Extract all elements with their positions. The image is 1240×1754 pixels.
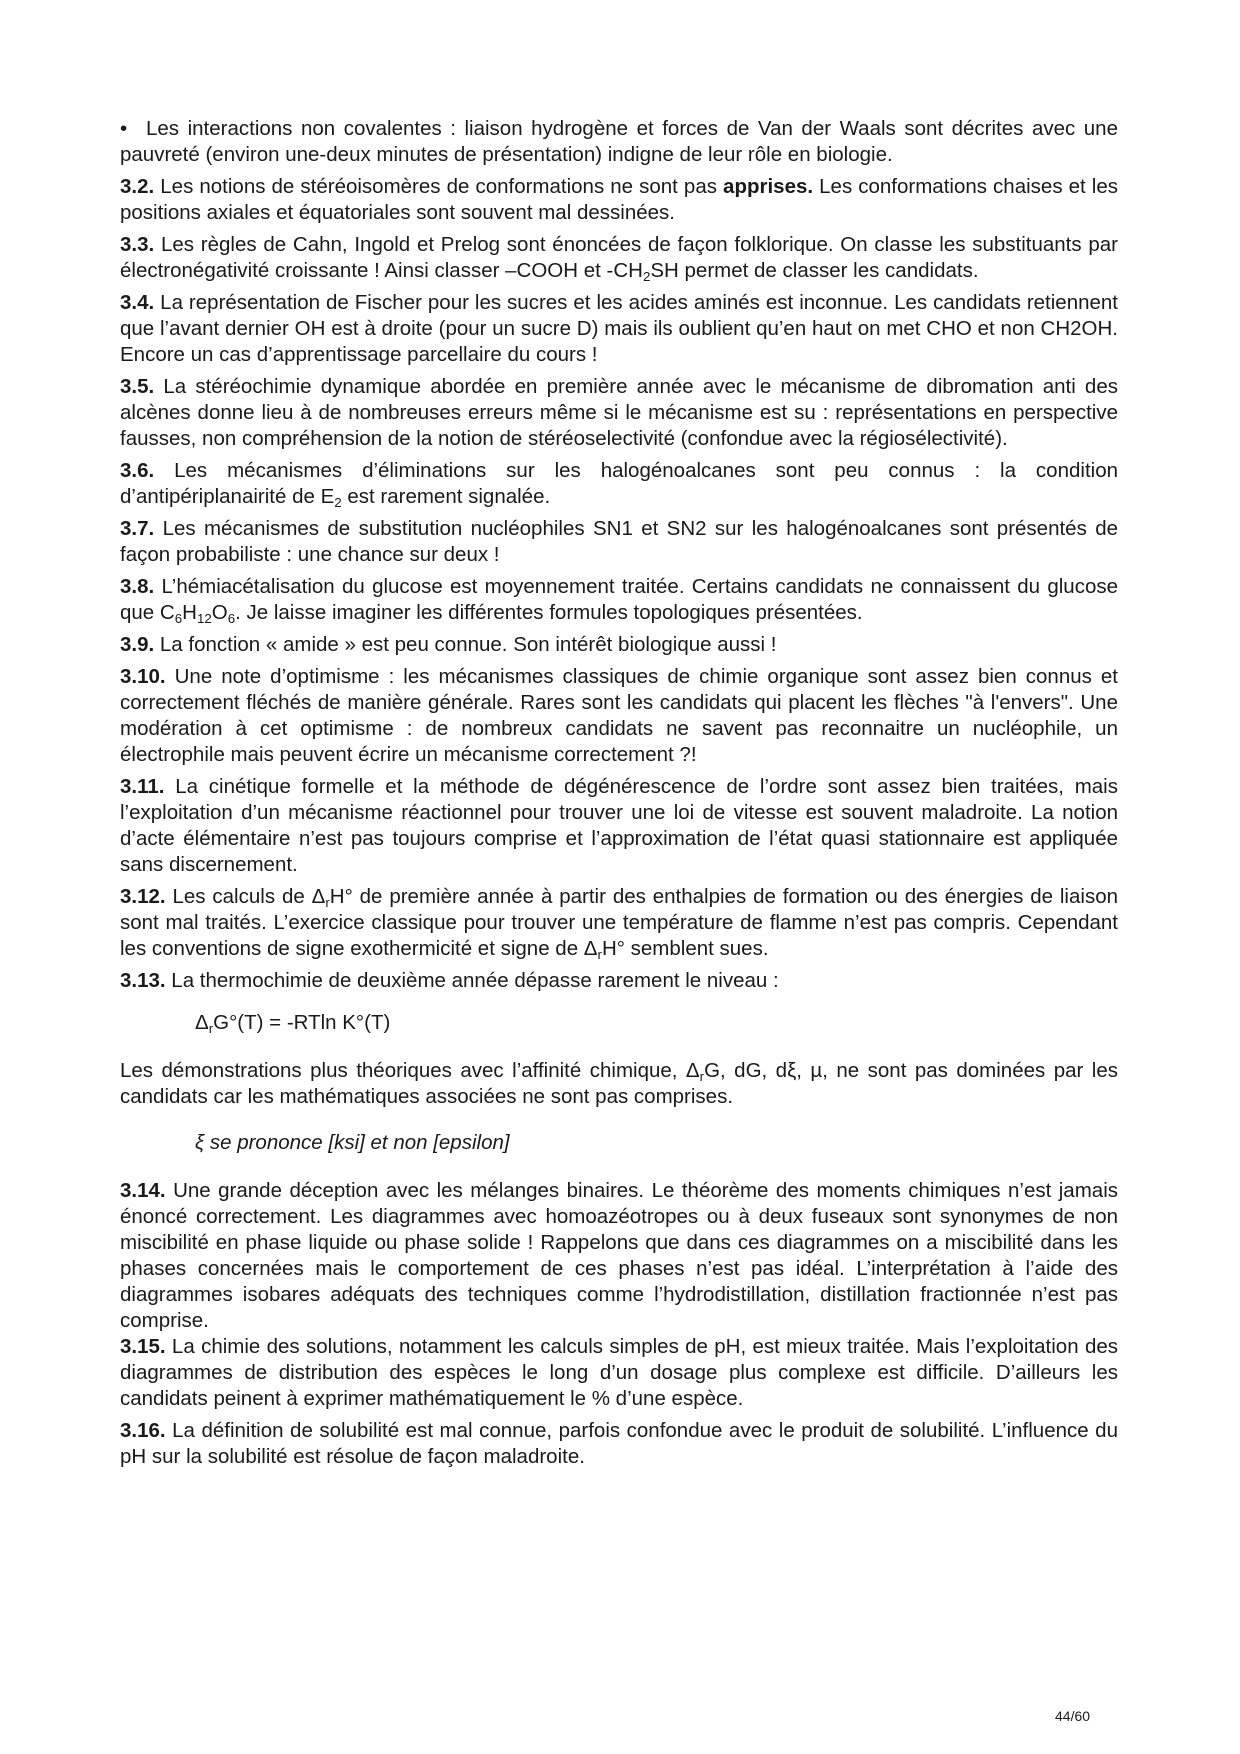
subscript: 2 [642,268,651,284]
bullet-paragraph [120,116,1118,168]
item-3-10 [120,664,1118,768]
subscript: 2 [334,494,342,510]
item-text: La stéréochimie dynamique abordée en première année avec le mécanisme de dibromation anti des alcènes donne lieu à de nombreuses erreurs même si le mécanisme est su : représentations en perspective fausses, non compréhension de la notion de stéréoselectivité (confondue avec la régiosélectivité). [120,375,1118,450]
item-number: 3.9. [120,633,155,656]
item-3-13 [120,968,1118,994]
subscript: r [208,1020,214,1036]
item-3-3 [120,232,1118,284]
item-3-9 [120,632,1118,658]
paragraph-text: Les démonstrations plus théoriques avec l’affinité chimique, Δ [120,1059,700,1082]
item-text: . Je laisse imaginer les différentes formules topologiques présentées. [235,601,863,624]
subscript: r [699,1068,705,1084]
item-3-14 [120,1178,1118,1334]
item-3-11 [120,774,1118,878]
item-number: 3.11. [120,775,165,798]
item-3-16 [120,1418,1118,1470]
item-text: Une grande déception avec les mélanges binaires. Le théorème des moments chimiques n’est jamais énoncé correctement. Les diagrammes avec homoazéotropes ou à deux fuseaux sont synonymes de non miscibilité en phase liquide ou phase solide ! Rappelons que dans ces diagrammes on a miscibilité dans les phases concernées mais le comportement de ces phases n’est pas idéal. L’interprétation à l’aide des diagrammes isobares adéquats des techniques comme l’hydrodistillation, distillation fractionnée n’est pas comprise. [120,1179,1118,1332]
formula-part: G°(T) = -RTln K°(T) [213,1011,391,1034]
item-3-12 [120,884,1118,962]
item-text: Les notions de stéréoisomères de conformations ne sont pas [154,175,724,198]
item-text: La représentation de Fischer pour les sucres et les acides aminés est inconnue. Les candidats retiennent que l’avant dernier OH est à droite (pour un sucre D) mais ils oublient qu’en haut on met CHO et non CH2OH. Encore un cas d’apprentissage parcellaire du cours ! [120,291,1118,366]
item-3-5 [120,374,1118,452]
item-text: La définition de solubilité est mal connue, parfois confondue avec le produit de solubilité. L’influence du pH sur la solubilité est résolue de façon maladroite. [120,1419,1118,1468]
item-text: La cinétique formelle et la méthode de dégénérescence de l’ordre sont assez bien traitées, mais l’exploitation d’un mécanisme réactionnel pour trouver une loi de vitesse est souvent maladroite. La notion d’acte élémentaire n’est pas toujours comprise et l’approximation de l’état quasi stationnaire est appliquée sans discernement. [120,775,1118,876]
subscript: 6 [174,610,183,626]
item-text: Une note d’optimisme : les mécanismes classiques de chimie organique sont assez bien connus et correctement fléchés de manière générale. Rares sont les candidats qui placent les flèches "à l'envers". Une modération à cet optimisme : de nombreux candidats ne savent pas reconnaitre un nucléophile, un électrophile mais peuvent écrire un mécanisme correctement ?! [120,665,1118,766]
subscript: r [325,894,330,910]
document-body [120,116,1118,1476]
item-number: 3.4. [120,291,155,314]
item-text: Les règles de Cahn, Ingold et Prelog sont énoncées de façon folklorique. On classe les substituants par électronégativité croissante ! Ainsi classer –COOH et -CH [120,233,1118,282]
item-text: L’hémiacétalisation du glucose est moyennement traitée. Certains candidats ne connaissent du glucose que C [120,575,1118,624]
item-text: H° semblent sues. [601,937,769,960]
item-text: SH permet de classer les candidats. [650,259,979,282]
item-number: 3.8. [120,575,155,598]
paragraph-text: G, dG, dξ, µ, ne sont pas dominées par les candidats car les mathématiques associées ne sont pas comprises. [120,1059,1118,1108]
item-text: La thermochimie de deuxième année dépasse rarement le niveau : [165,969,779,992]
item-text: est rarement signalée. [341,485,551,508]
item-3-2 [120,174,1118,226]
bold-word: apprises. [723,175,814,198]
item-3-4 [120,290,1118,368]
item-3-7 [120,516,1118,568]
formula-part: O [211,601,228,624]
item-text: H° de première année à partir des enthalpies de formation ou des énergies de liaison sont mal traités. L’exercice classique pour trouver une température de flamme n’est pas compris. Cependant les conventions de signe exothermicité et signe de Δ [120,885,1118,960]
item-number: 3.14. [120,1179,166,1202]
bullet-icon: • [120,117,128,140]
page-number: 44/60 [1055,1708,1091,1724]
item-number: 3.3. [120,233,155,256]
item-text: La chimie des solutions, notamment les calculs simples de pH, est mieux traitée. Mais l’exploitation des diagrammes de distribution des espèces le long d’un dosage plus complexe est difficile. D’ailleurs les candidats peinent à exprimer mathématiquement le % d’une espèce. [120,1335,1118,1410]
demonstration-paragraph [120,1058,1118,1110]
pronunciation-note: ξ se prononce [ksi] et non [epsilon] [195,1131,510,1154]
item-text: Les calculs de Δ [165,885,326,908]
item-number: 3.5. [120,375,155,398]
item-text: La fonction « amide » est peu connue. Son intérêt biologique aussi ! [154,633,777,656]
item-text: Les mécanismes de substitution nucléophiles SN1 et SN2 sur les halogénoalcanes sont présentés de façon probabiliste : une chance sur deux ! [120,517,1118,566]
subscript: 12 [196,610,212,626]
formula-part: Δ [195,1011,209,1034]
item-3-15 [120,1334,1118,1412]
item-text: Les mécanismes d’éliminations sur les halogénoalcanes sont peu connus : la condition d’antipériplanairité de E [120,459,1118,508]
item-number: 3.12. [120,885,166,908]
item-number: 3.2. [120,175,155,198]
equation [195,1010,1118,1036]
item-number: 3.10. [120,665,166,688]
formula-part: H [182,601,197,624]
item-text: Les conformations chaises et les positions axiales et équatoriales sont souvent mal dessinées. [120,175,1118,224]
subscript: r [597,946,602,962]
item-3-8 [120,574,1118,626]
bullet-text: Les interactions non covalentes : liaison hydrogène et forces de Van der Waals sont décrites avec une pauvreté (environ une-deux minutes de présentation) indigne de leur rôle en biologie. [120,117,1118,166]
item-number: 3.13. [120,969,166,992]
subscript: 6 [227,610,236,626]
item-number: 3.7. [120,517,155,540]
item-3-6 [120,458,1118,510]
item-number: 3.16. [120,1419,166,1442]
item-number: 3.15. [120,1335,166,1358]
item-number: 3.6. [120,459,155,482]
